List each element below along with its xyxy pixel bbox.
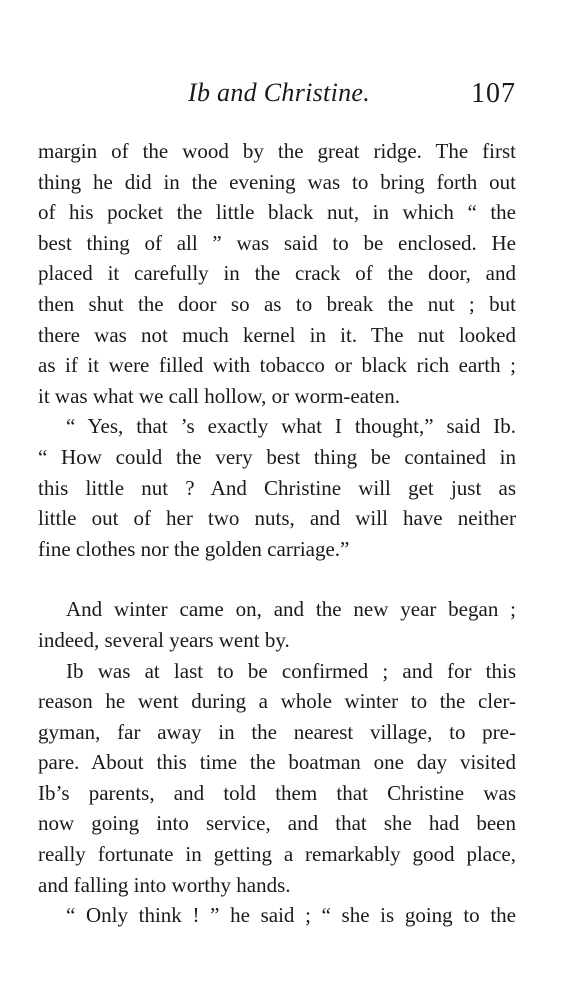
text-line: little out of her two nuts, and will have neither — [38, 506, 516, 531]
text-line: really fortunate in getting a remarkably good place, — [38, 842, 516, 867]
text-line: and falling into worthy hands. — [38, 872, 291, 897]
text-line: thing he did in the evening was to bring forth out — [38, 169, 516, 194]
text-line: And winter came on, and the new year began ; — [66, 597, 516, 622]
text-line: Ib’s parents, and told them that Christine was — [38, 780, 516, 805]
text-line: fine clothes nor the golden carriage.” — [38, 536, 350, 561]
paragraph-1 — [38, 136, 516, 411]
page-number: 107 — [471, 78, 516, 109]
running-title: Ib and Christine. — [188, 78, 371, 107]
text-line: reason he went during a whole winter to the cler- — [38, 689, 516, 714]
text-line: then shut the door so as to break the nut ; but — [38, 291, 516, 316]
book-page — [38, 78, 516, 931]
running-head — [38, 78, 516, 118]
paragraph-3 — [38, 594, 516, 655]
text-line: “ Yes, that ’s exactly what I thought,” said Ib. — [66, 414, 516, 439]
text-line: pare. About this time the boatman one day visited — [38, 750, 516, 775]
text-line: there was not much kernel in it. The nut looked — [38, 322, 516, 347]
text-line: now going into service, and that she had been — [38, 811, 516, 836]
text-line: it was what we call hollow, or worm-eaten. — [38, 383, 400, 408]
text-line: margin of the wood by the great ridge. The first — [38, 139, 516, 163]
text-line: as if it were filled with tobacco or black rich earth ; — [38, 353, 516, 378]
section-break — [38, 564, 516, 594]
text-line: of his pocket the little black nut, in which “ the — [38, 200, 516, 225]
text-line: indeed, several years went by. — [38, 627, 290, 652]
text-line: placed it carefully in the crack of the door, and — [38, 261, 516, 286]
text-line: gyman, far away in the nearest village, to pre- — [38, 719, 516, 744]
text-line: Ib was at last to be confirmed ; and for this — [66, 658, 516, 683]
body-text — [38, 136, 516, 931]
text-line: this little nut ? And Christine will get just as — [38, 475, 516, 500]
text-line: “ Only think ! ” he said ; “ she is going to the — [66, 903, 516, 928]
paragraph-2 — [38, 411, 516, 564]
text-line: best thing of all ” was said to be enclosed. He — [38, 230, 516, 255]
paragraph-5 — [38, 900, 516, 931]
text-line: “ How could the very best thing be contained in — [38, 444, 516, 469]
paragraph-4 — [38, 656, 516, 901]
